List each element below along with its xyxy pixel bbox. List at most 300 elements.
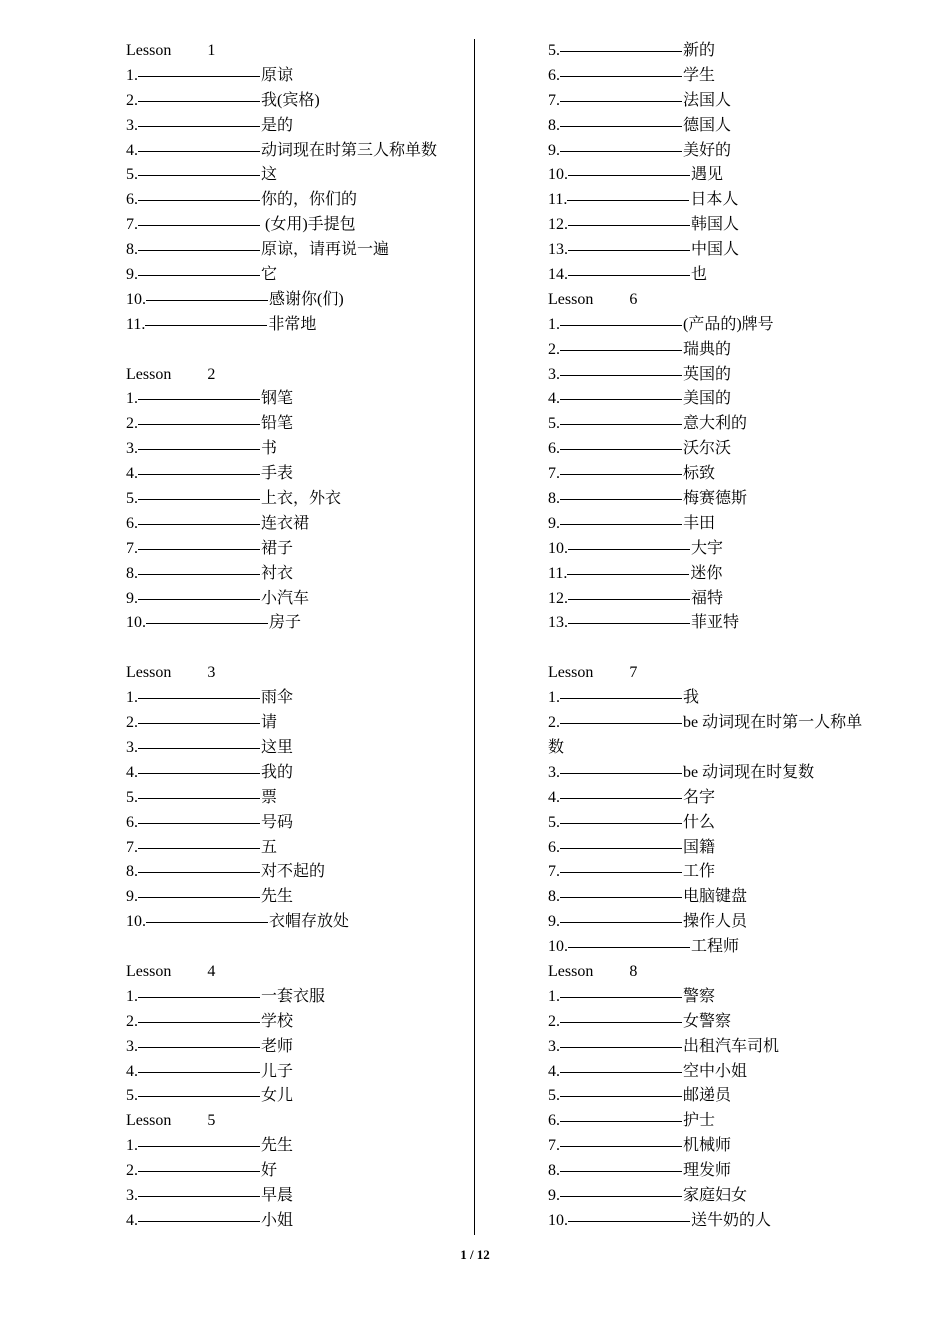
answer-blank[interactable] — [560, 797, 682, 799]
lesson-number: 2 — [207, 365, 216, 383]
item-number: 5. — [126, 166, 138, 184]
answer-blank[interactable] — [568, 548, 690, 550]
answer-blank[interactable] — [138, 473, 260, 475]
answer-blank[interactable] — [568, 224, 690, 226]
vocab-item — [548, 711, 908, 736]
item-meaning: 邮递员 — [683, 1087, 732, 1105]
vocab-item — [126, 1010, 466, 1035]
item-number: 5. — [126, 788, 138, 806]
item-meaning: 雨伞 — [261, 689, 294, 707]
blank-line — [126, 935, 466, 960]
answer-blank[interactable] — [560, 822, 682, 824]
answer-blank[interactable] — [138, 822, 260, 824]
vocab-item — [126, 213, 466, 238]
answer-blank[interactable] — [146, 921, 268, 923]
item-number: 2. — [126, 1162, 138, 1180]
vocab-item — [548, 1109, 908, 1134]
answer-blank[interactable] — [138, 398, 260, 400]
item-meaning: 铅笔 — [261, 415, 294, 433]
vocab-item — [126, 910, 466, 935]
answer-blank[interactable] — [560, 150, 682, 152]
vocab-item — [548, 1035, 908, 1060]
vocab-item — [548, 587, 908, 612]
vocab-item — [548, 761, 908, 786]
vocab-item — [548, 238, 908, 263]
item-meaning: 儿子 — [261, 1062, 294, 1080]
item-number: 8. — [548, 1162, 560, 1180]
vocab-item — [126, 89, 466, 114]
vocab-item — [126, 163, 466, 188]
lesson-heading — [126, 960, 466, 985]
item-number: 6. — [548, 440, 560, 458]
item-meaning: 手表 — [261, 465, 294, 483]
lesson-number: 3 — [207, 664, 216, 682]
page-number: 1 / 12 — [460, 1247, 490, 1262]
item-meaning: 感谢你(们) — [269, 290, 344, 308]
item-number: 4. — [548, 1062, 560, 1080]
vocab-item — [548, 562, 908, 587]
item-meaning: 日本人 — [690, 191, 739, 209]
answer-blank[interactable] — [138, 847, 260, 849]
answer-blank[interactable] — [138, 1170, 260, 1172]
answer-blank[interactable] — [138, 1220, 260, 1222]
vocab-item — [126, 412, 466, 437]
vocab-item — [126, 487, 466, 512]
answer-blank[interactable] — [560, 374, 682, 376]
answer-blank[interactable] — [560, 847, 682, 849]
vocab-item — [548, 213, 908, 238]
item-number: 7. — [126, 216, 138, 234]
item-number: 11. — [548, 191, 568, 209]
answer-blank[interactable] — [560, 448, 682, 450]
answer-blank[interactable] — [560, 324, 682, 326]
answer-blank[interactable] — [560, 1145, 682, 1147]
vocab-item — [548, 1134, 908, 1159]
vocab-item — [548, 114, 908, 139]
lesson-heading — [126, 363, 466, 388]
vocab-item — [126, 1134, 466, 1159]
answer-blank[interactable] — [568, 598, 690, 600]
item-meaning: 对不起的 — [261, 863, 326, 881]
item-meaning: 连衣裙 — [261, 514, 310, 532]
answer-blank[interactable] — [560, 871, 682, 873]
vocab-item — [126, 313, 466, 338]
item-number: 8. — [126, 241, 138, 259]
item-number: 1. — [548, 987, 560, 1005]
item-meaning: 我 — [683, 689, 700, 707]
item-number: 10. — [548, 166, 568, 184]
vocab-item — [126, 587, 466, 612]
vocab-item — [548, 1209, 908, 1234]
answer-blank[interactable] — [568, 174, 690, 176]
vocab-item — [126, 736, 466, 761]
answer-blank[interactable] — [138, 150, 260, 152]
item-meaning: 大宇 — [691, 539, 724, 557]
answer-blank[interactable] — [560, 50, 682, 52]
item-meaning: 书 — [261, 440, 278, 458]
answer-blank[interactable] — [138, 423, 260, 425]
item-meaning: 号码 — [261, 813, 294, 831]
item-meaning: 先生 — [261, 1137, 294, 1155]
item-meaning: 动词现在时第三人称单数 — [261, 141, 438, 159]
item-number: 4. — [548, 788, 560, 806]
item-meaning: 梅赛德斯 — [683, 490, 748, 508]
lesson-number: 6 — [629, 290, 638, 308]
item-number: 9. — [126, 266, 138, 284]
item-number: 10. — [126, 614, 146, 632]
item-meaning: 你的，你们的 — [261, 191, 358, 209]
answer-blank[interactable] — [138, 573, 260, 575]
item-meaning: 小汽车 — [261, 589, 310, 607]
vocab-item — [126, 1209, 466, 1234]
item-number: 5. — [548, 415, 560, 433]
vocab-item — [126, 139, 466, 164]
item-number: 1. — [126, 1137, 138, 1155]
vocab-item — [548, 139, 908, 164]
vocab-item — [548, 462, 908, 487]
vocab-item — [126, 1060, 466, 1085]
item-number: 2. — [548, 1012, 560, 1030]
lesson-number: 1 — [207, 42, 216, 59]
item-meaning: 非常地 — [268, 315, 317, 333]
item-meaning: 女警察 — [683, 1012, 732, 1030]
item-meaning: 护士 — [683, 1112, 716, 1130]
vocab-item — [548, 1084, 908, 1109]
vocab-item — [126, 288, 466, 313]
item-meaning: 迷你 — [690, 564, 723, 582]
answer-blank[interactable] — [560, 1021, 682, 1023]
answer-blank[interactable] — [560, 1071, 682, 1073]
item-meaning: 遇见 — [691, 166, 724, 184]
item-meaning: 学校 — [261, 1012, 294, 1030]
item-meaning: 出租汽车司机 — [683, 1037, 780, 1055]
answer-blank[interactable] — [560, 722, 682, 724]
lesson-heading — [548, 960, 908, 985]
answer-blank[interactable] — [138, 697, 260, 699]
answer-blank[interactable] — [138, 523, 260, 525]
item-number: 1. — [126, 66, 138, 84]
answer-blank[interactable] — [146, 299, 268, 301]
item-meaning: 英国的 — [683, 365, 732, 383]
item-meaning: 我(宾格) — [261, 91, 320, 109]
vocab-item — [126, 1084, 466, 1109]
item-number: 14. — [548, 266, 568, 284]
lesson-label: Lesson — [548, 962, 594, 980]
item-number: 5. — [548, 1087, 560, 1105]
blank-line — [548, 636, 908, 661]
item-meaning: 是的 — [261, 116, 294, 134]
vocab-item — [548, 512, 908, 537]
answer-blank[interactable] — [567, 573, 689, 575]
answer-blank[interactable] — [568, 249, 690, 251]
lesson-label: Lesson — [126, 962, 172, 980]
item-meaning: 裙子 — [261, 539, 294, 557]
answer-blank[interactable] — [560, 349, 682, 351]
item-meaning: 空中小姐 — [683, 1062, 748, 1080]
answer-blank[interactable] — [567, 199, 689, 201]
answer-blank[interactable] — [138, 1195, 260, 1197]
vocab-item — [548, 836, 908, 861]
vocab-item — [126, 537, 466, 562]
item-number: 10. — [548, 938, 568, 956]
item-number: 6. — [126, 813, 138, 831]
answer-blank[interactable] — [138, 1071, 260, 1073]
lesson-number: 8 — [629, 962, 638, 980]
answer-blank[interactable] — [138, 996, 260, 998]
item-meaning: 衣帽存放处 — [269, 913, 350, 931]
item-number: 11. — [126, 315, 146, 333]
vocab-item — [548, 363, 908, 388]
lesson-label: Lesson — [548, 290, 594, 308]
item-meaning: 请 — [261, 714, 278, 732]
answer-blank[interactable] — [560, 75, 682, 77]
item-number: 3. — [126, 440, 138, 458]
lesson-heading — [126, 39, 466, 64]
item-number: 12. — [548, 216, 568, 234]
item-number: 6. — [126, 191, 138, 209]
answer-blank[interactable] — [560, 125, 682, 127]
item-number: 3. — [126, 738, 138, 756]
vocab-item — [126, 1159, 466, 1184]
answer-blank[interactable] — [138, 249, 260, 251]
answer-blank[interactable] — [138, 224, 260, 226]
vocab-item — [126, 836, 466, 861]
item-number: 5. — [548, 42, 560, 59]
vocab-item — [548, 338, 908, 363]
item-meaning: 韩国人 — [691, 216, 740, 234]
answer-blank[interactable] — [138, 75, 260, 77]
item-meaning: 操作人员 — [683, 913, 748, 931]
answer-blank[interactable] — [560, 398, 682, 400]
item-number: 3. — [126, 116, 138, 134]
item-number: 4. — [126, 1211, 138, 1229]
lesson-number: 5 — [207, 1112, 216, 1130]
item-number: 7. — [548, 91, 560, 109]
answer-blank[interactable] — [560, 1046, 682, 1048]
answer-blank[interactable] — [560, 523, 682, 525]
item-number: 9. — [548, 1186, 560, 1204]
vocab-item — [548, 885, 908, 910]
item-number: 2. — [548, 714, 560, 732]
item-meaning: 名字 — [683, 788, 716, 806]
vocab-item — [548, 985, 908, 1010]
item-number: 6. — [548, 838, 560, 856]
answer-blank[interactable] — [138, 797, 260, 799]
item-number: 4. — [126, 1062, 138, 1080]
vocab-item — [126, 387, 466, 412]
item-number: 5. — [126, 490, 138, 508]
answer-blank[interactable] — [138, 448, 260, 450]
vocab-item — [548, 412, 908, 437]
item-meaning: (女用)手提包 — [261, 216, 356, 234]
item-meaning: 什么 — [683, 813, 716, 831]
item-meaning: 工作 — [683, 863, 716, 881]
item-number: 8. — [548, 490, 560, 508]
item-number: 8. — [548, 888, 560, 906]
item-number: 11. — [548, 564, 568, 582]
answer-blank[interactable] — [138, 598, 260, 600]
item-number: 3. — [548, 763, 560, 781]
item-meaning: 新的 — [683, 42, 716, 59]
item-number: 1. — [126, 390, 138, 408]
right-column — [548, 39, 908, 1234]
answer-blank[interactable] — [138, 1145, 260, 1147]
item-number: 8. — [548, 116, 560, 134]
lesson-heading — [548, 288, 908, 313]
item-meaning: 瑞典的 — [683, 340, 732, 358]
column-divider — [474, 39, 475, 1235]
vocab-item — [126, 711, 466, 736]
item-number: 3. — [126, 1186, 138, 1204]
item-number: 1. — [126, 987, 138, 1005]
vocab-item — [126, 462, 466, 487]
lesson-heading — [126, 1109, 466, 1134]
answer-blank[interactable] — [138, 1046, 260, 1048]
item-number: 13. — [548, 614, 568, 632]
answer-blank[interactable] — [138, 498, 260, 500]
answer-blank[interactable] — [560, 498, 682, 500]
answer-blank[interactable] — [560, 100, 682, 102]
answer-blank[interactable] — [568, 946, 690, 948]
answer-blank[interactable] — [138, 199, 260, 201]
item-meaning: 小姐 — [261, 1211, 294, 1229]
answer-blank[interactable] — [560, 423, 682, 425]
item-number: 10. — [126, 913, 146, 931]
lesson-label: Lesson — [548, 664, 594, 682]
lesson-heading — [126, 661, 466, 686]
answer-blank[interactable] — [138, 100, 260, 102]
item-number: 9. — [126, 589, 138, 607]
item-number: 2. — [126, 91, 138, 109]
vocab-item — [548, 89, 908, 114]
answer-blank[interactable] — [138, 174, 260, 176]
answer-blank[interactable] — [146, 622, 268, 624]
item-meaning: 原谅，请再说一遍 — [261, 241, 390, 259]
item-meaning: 先生 — [261, 888, 294, 906]
answer-blank[interactable] — [560, 996, 682, 998]
item-number: 12. — [548, 589, 568, 607]
vocab-item — [126, 263, 466, 288]
item-meaning: 法国人 — [683, 91, 732, 109]
answer-blank[interactable] — [138, 1021, 260, 1023]
item-meaning: 丰田 — [683, 514, 716, 532]
lesson-label: Lesson — [126, 365, 172, 383]
item-number: 9. — [126, 888, 138, 906]
answer-blank[interactable] — [560, 921, 682, 923]
item-meaning: 学生 — [683, 66, 716, 84]
answer-blank[interactable] — [138, 125, 260, 127]
item-number: 3. — [548, 1037, 560, 1055]
item-number: 9. — [548, 141, 560, 159]
item-number: 4. — [126, 141, 138, 159]
answer-blank[interactable] — [560, 1120, 682, 1122]
answer-blank[interactable] — [138, 896, 260, 898]
lesson-heading — [548, 661, 908, 686]
item-meaning: 送牛奶的人 — [691, 1211, 772, 1229]
item-number: 1. — [126, 689, 138, 707]
answer-blank[interactable] — [560, 473, 682, 475]
item-meaning: 电脑键盘 — [683, 888, 748, 906]
answer-blank[interactable] — [568, 1220, 690, 1222]
vocab-item — [548, 611, 908, 636]
answer-blank[interactable] — [568, 622, 690, 624]
answer-blank[interactable] — [138, 747, 260, 749]
answer-blank[interactable] — [138, 772, 260, 774]
item-meaning: 德国人 — [683, 116, 732, 134]
item-meaning: 福特 — [691, 589, 724, 607]
lesson-label: Lesson — [126, 42, 172, 59]
answer-blank[interactable] — [138, 871, 260, 873]
vocab-item — [548, 537, 908, 562]
item-number: 8. — [126, 564, 138, 582]
item-number: 4. — [548, 390, 560, 408]
vocab-item — [126, 64, 466, 89]
vocab-item — [126, 786, 466, 811]
item-meaning: 早晨 — [261, 1186, 294, 1204]
item-number: 13. — [548, 241, 568, 259]
vocab-item — [548, 1184, 908, 1209]
vocab-item — [548, 1159, 908, 1184]
item-meaning: 意大利的 — [683, 415, 748, 433]
vocab-item — [548, 263, 908, 288]
item-number: 10. — [126, 290, 146, 308]
vocab-item — [548, 1060, 908, 1085]
item-number: 6. — [548, 1112, 560, 1130]
answer-blank[interactable] — [568, 274, 690, 276]
vocab-item — [548, 786, 908, 811]
lesson-number: 4 — [207, 962, 216, 980]
item-number: 7. — [548, 1137, 560, 1155]
item-number: 2. — [126, 1012, 138, 1030]
item-meaning: 老师 — [261, 1037, 294, 1055]
answer-blank[interactable] — [145, 324, 267, 326]
answer-blank[interactable] — [138, 1095, 260, 1097]
blank-line — [126, 338, 466, 363]
answer-blank[interactable] — [138, 722, 260, 724]
answer-blank[interactable] — [138, 548, 260, 550]
item-meaning: 菲亚特 — [691, 614, 740, 632]
item-number: 5. — [126, 1087, 138, 1105]
vocab-item — [548, 313, 908, 338]
vocab-item — [548, 39, 908, 64]
item-meaning: 标致 — [683, 465, 716, 483]
item-meaning: 理发师 — [683, 1162, 732, 1180]
vocab-item — [126, 1184, 466, 1209]
item-meaning: 工程师 — [691, 938, 740, 956]
item-meaning: 五 — [261, 838, 278, 856]
vocab-item — [548, 437, 908, 462]
vocab-item — [126, 860, 466, 885]
item-meaning: 美好的 — [683, 141, 732, 159]
vocab-item — [126, 512, 466, 537]
item-number: 2. — [126, 415, 138, 433]
item-number: 10. — [548, 1211, 568, 1229]
answer-blank[interactable] — [560, 697, 682, 699]
item-meaning: 这 — [261, 166, 278, 184]
item-meaning: 沃尔沃 — [683, 440, 732, 458]
answer-blank[interactable] — [560, 1170, 682, 1172]
vocab-item — [126, 611, 466, 636]
item-number: 3. — [548, 365, 560, 383]
answer-blank[interactable] — [560, 896, 682, 898]
answer-blank[interactable] — [560, 1095, 682, 1097]
vocab-item — [548, 163, 908, 188]
answer-blank[interactable] — [138, 274, 260, 276]
vocab-item — [126, 437, 466, 462]
answer-blank[interactable] — [560, 1195, 682, 1197]
item-number: 2. — [548, 340, 560, 358]
answer-blank[interactable] — [560, 772, 682, 774]
